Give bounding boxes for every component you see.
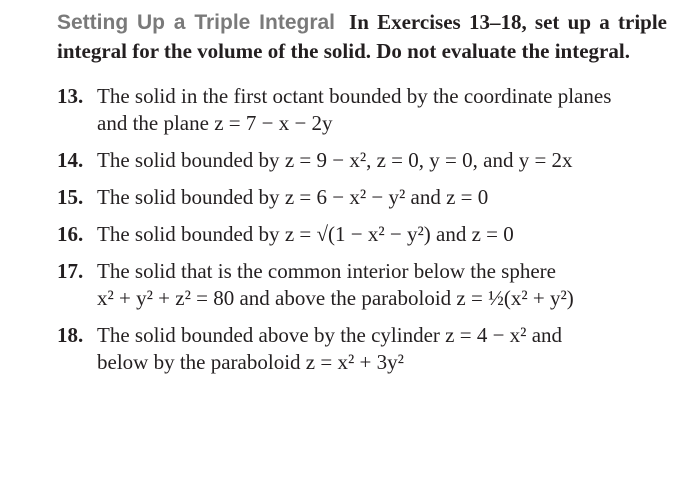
- exercise-text-line2: and the plane: [97, 111, 209, 135]
- exercise-text-prefix: The solid bounded by: [97, 148, 280, 172]
- exercise-text: [97, 221, 667, 248]
- exercise-math: x² + y² + z² = 80 and above the paraboloid z = ½(x² + y²): [97, 286, 574, 310]
- exercise-text-line1: The solid that is the common interior below the sphere: [97, 259, 556, 283]
- exercise-number: 17.: [57, 259, 84, 283]
- exercise-list: [57, 83, 667, 376]
- exercise-text-prefix: The solid bounded by: [97, 185, 280, 209]
- exercise-text-prefix: The solid bounded by: [97, 222, 280, 246]
- exercise-math: z = 4 − x² and: [445, 323, 563, 347]
- exercise-text-line1: The solid bounded above by the cylinder: [97, 323, 440, 347]
- exercise-text: [97, 83, 667, 137]
- exercise-text: [97, 322, 667, 376]
- section-title: Setting Up a Triple Integral: [57, 11, 336, 34]
- exercise-number: 15.: [57, 185, 84, 209]
- exercise-14: [57, 147, 667, 174]
- exercise-math: z = 7 − x − 2y: [214, 111, 333, 135]
- exercise-number: 14.: [57, 148, 84, 172]
- exercise-number: 16.: [57, 222, 84, 246]
- exercise-13: [57, 83, 667, 137]
- exercise-16: [57, 221, 667, 248]
- section-instructions: In Exercises 13–18, set up a triple integral for the volume of the solid. Do not evaluate the integral.: [57, 10, 667, 63]
- exercise-text: [97, 258, 667, 312]
- exercise-math: z = 6 − x² − y² and z = 0: [284, 185, 489, 209]
- exercise-15: [57, 184, 667, 211]
- exercise-section: [57, 8, 667, 386]
- exercise-math: z = 9 − x², z = 0, y = 0, and y = 2x: [284, 148, 573, 172]
- exercise-text: [97, 184, 667, 211]
- exercise-text: [97, 147, 667, 174]
- section-heading: [57, 8, 667, 65]
- exercise-math-line2: z = x² + 3y²: [305, 350, 404, 374]
- exercise-math: z = √(1 − x² − y²) and z = 0: [284, 222, 514, 246]
- exercise-number: 13.: [57, 84, 84, 108]
- exercise-18: [57, 322, 667, 376]
- exercise-17: [57, 258, 667, 312]
- exercise-text-line1: The solid in the first octant bounded by the coordinate planes: [97, 84, 612, 108]
- exercise-text-line2: below by the paraboloid: [97, 350, 301, 374]
- exercise-number: 18.: [57, 323, 84, 347]
